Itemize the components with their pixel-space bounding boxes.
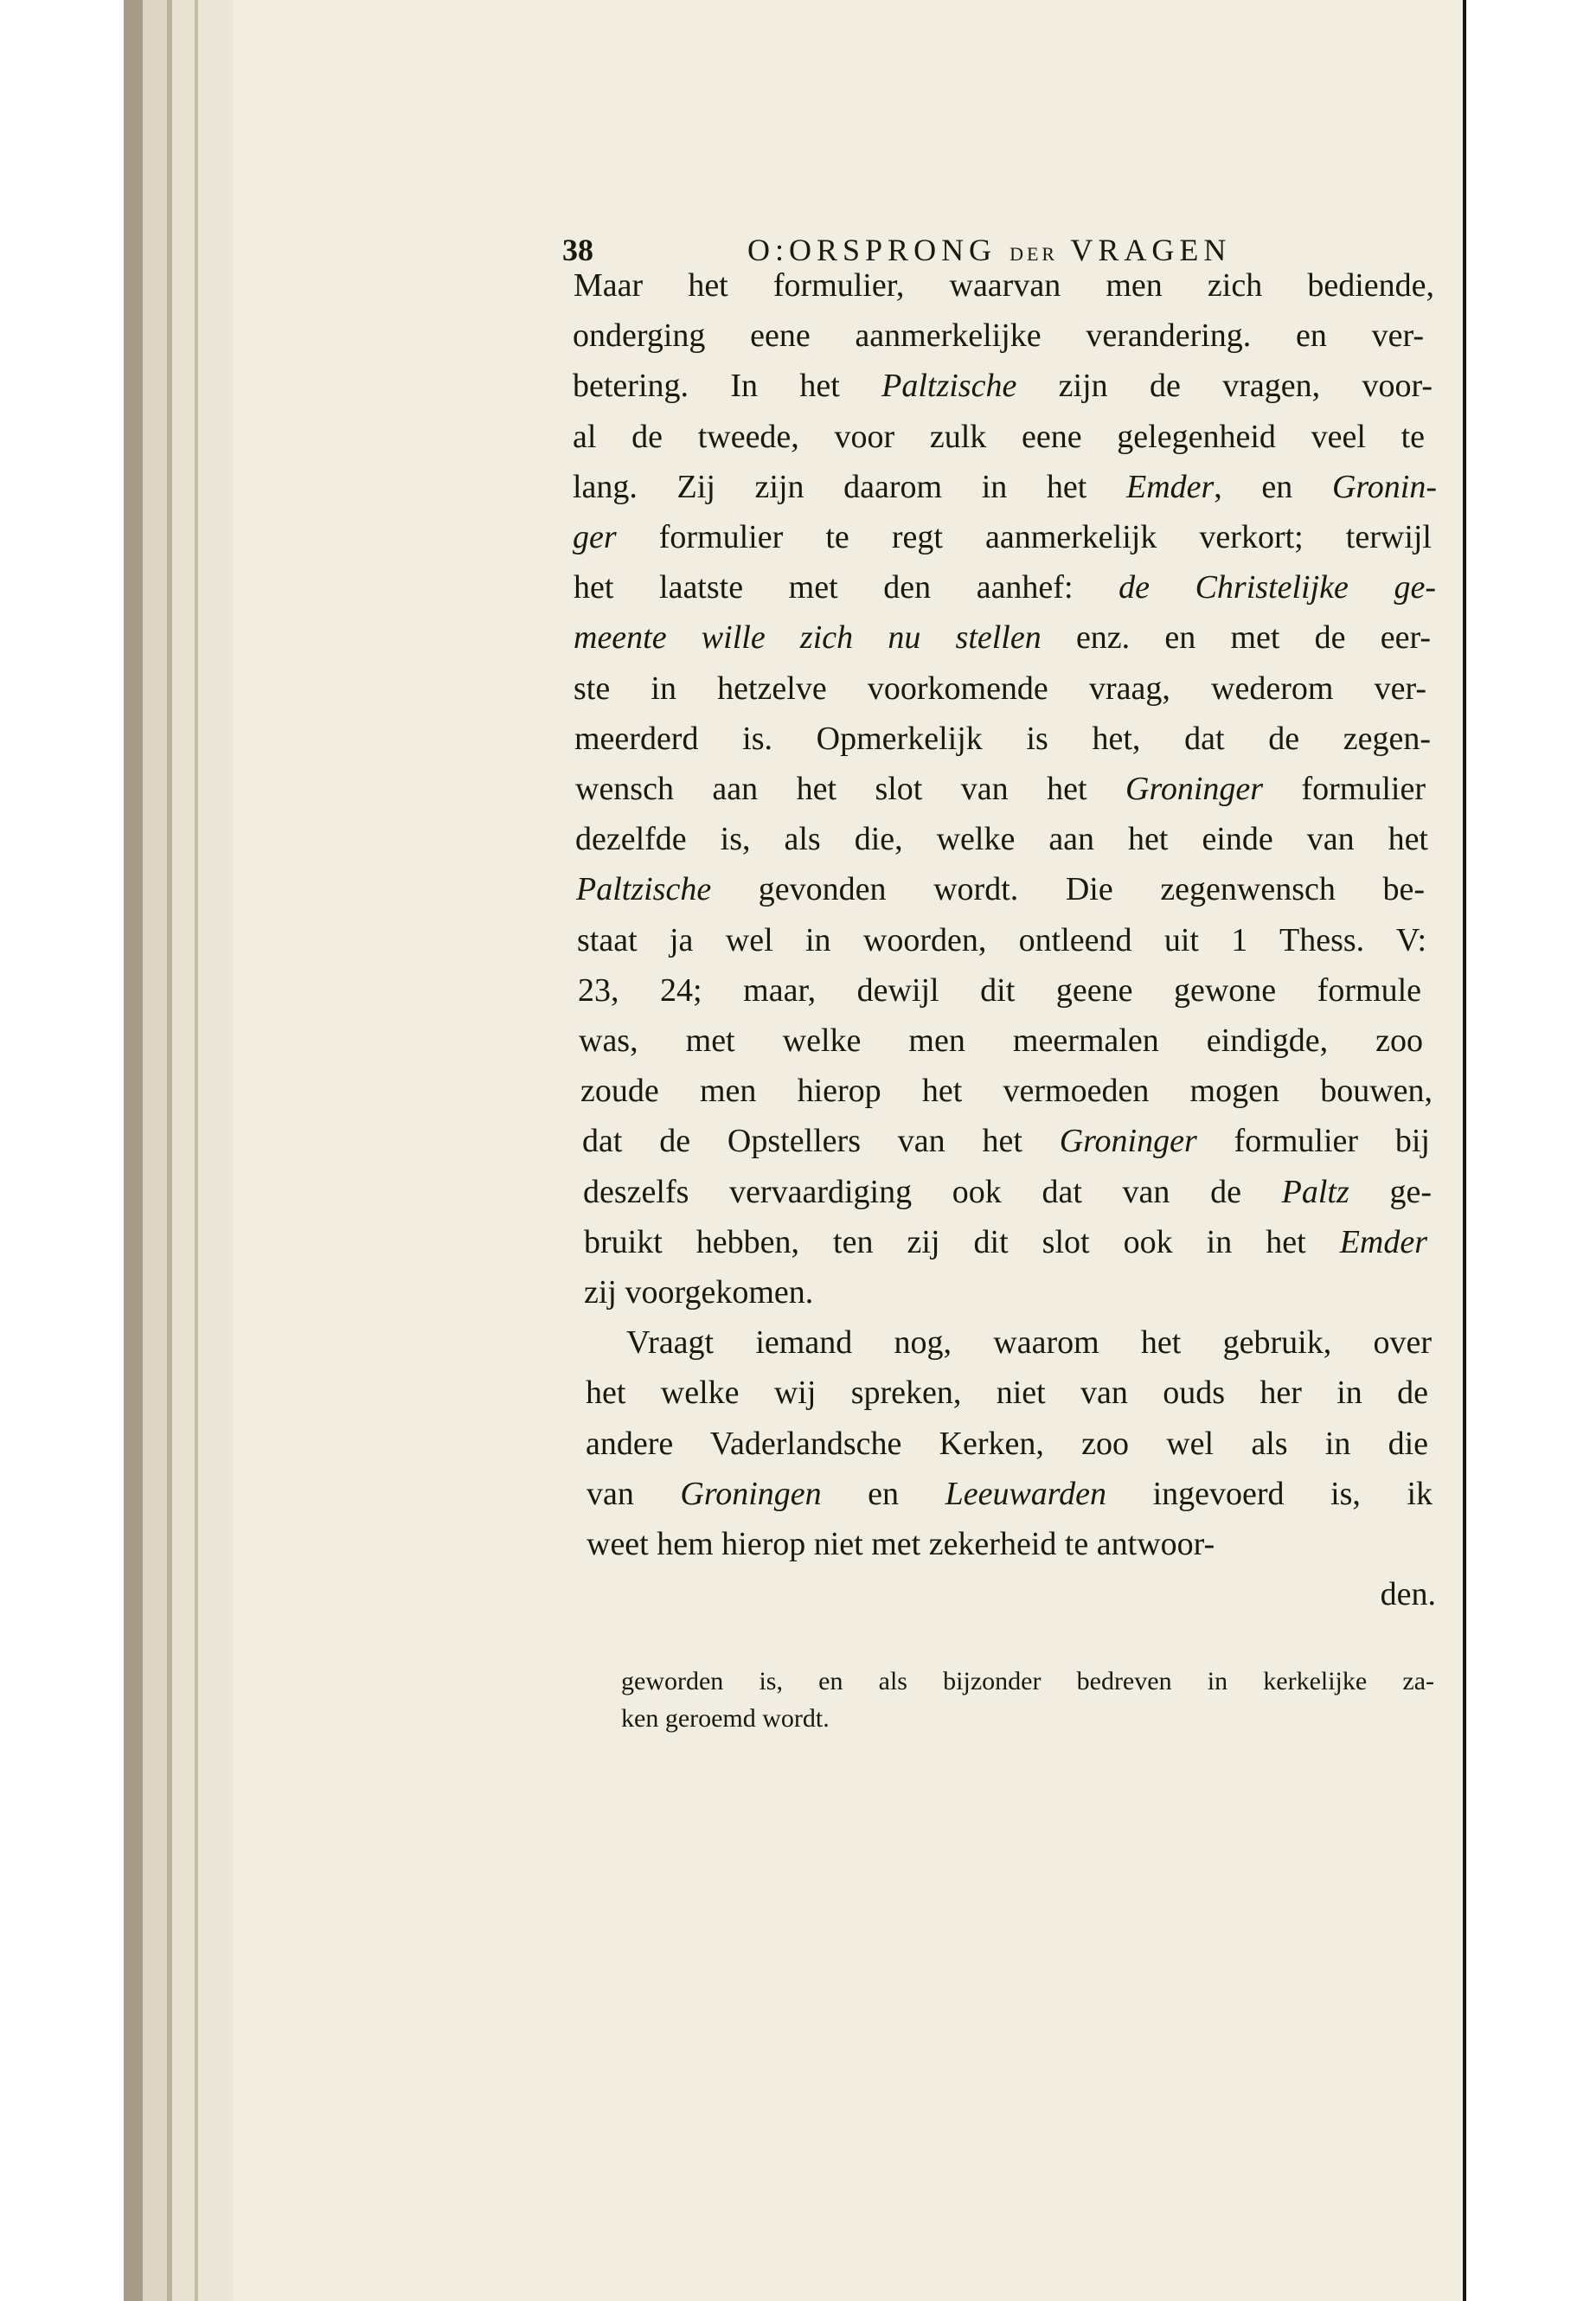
text-segment: ingevoerd is, ik bbox=[1106, 1476, 1433, 1512]
text-line bbox=[1381, 1574, 1436, 1615]
italic-segment: Paltzische bbox=[881, 368, 1017, 404]
text-segment: deszelfs vervaardiging ook dat van de bbox=[583, 1174, 1282, 1210]
text-line bbox=[583, 1171, 1432, 1213]
italic-segment: Groninger bbox=[1059, 1123, 1197, 1159]
italic-segment: de Christelijke ge- bbox=[1118, 569, 1436, 606]
text-line bbox=[577, 920, 1426, 961]
text-segment: ge- bbox=[1349, 1174, 1432, 1210]
text-segment: formulier bbox=[1263, 771, 1426, 807]
text-segment: meerderd is. Opmerkelijk is het, dat de zegen- bbox=[574, 721, 1431, 757]
italic-segment: Leeuwarden bbox=[945, 1476, 1107, 1512]
italic-segment: Emder bbox=[1339, 1224, 1427, 1260]
text-segment: en bbox=[821, 1476, 945, 1512]
text-line bbox=[573, 315, 1424, 356]
text-segment: den. bbox=[1380, 1576, 1436, 1612]
italic-segment: Paltz bbox=[1281, 1174, 1349, 1210]
text-segment: gevonden wordt. Die zegenwensch be- bbox=[711, 871, 1425, 907]
text-segment: betering. In het bbox=[573, 368, 882, 404]
running-title-right: VRAGEN bbox=[1070, 233, 1232, 267]
italic-segment: ger bbox=[573, 519, 617, 555]
text-segment: zijn de vragen, voor- bbox=[1016, 368, 1433, 404]
footnote-line bbox=[621, 1664, 1434, 1699]
page-number: 38 bbox=[562, 233, 593, 267]
text-segment: onderging eene aanmerkelijke verandering. en ver- bbox=[573, 317, 1424, 354]
text-segment: ken geroemd wordt. bbox=[621, 1704, 830, 1733]
text-line bbox=[586, 1523, 1215, 1565]
text-line bbox=[584, 1272, 813, 1313]
text-segment: Maar het formulier, waarvan men zich bediende, bbox=[574, 267, 1434, 304]
text-segment: Vraagt iemand nog, waarom het gebruik, over bbox=[626, 1324, 1432, 1361]
italic-segment: Paltzische bbox=[576, 871, 712, 907]
text-line bbox=[573, 516, 1432, 558]
text-segment: formulier te regt aanmerkelijk verkort; terwijl bbox=[616, 519, 1432, 555]
text-segment: 23, 24; maar, dewijl dit geene gewone formule bbox=[578, 972, 1421, 1009]
text-segment: was, met welke men meermalen eindigde, zoo bbox=[579, 1022, 1423, 1059]
italic-segment: Groningen bbox=[680, 1476, 822, 1512]
italic-segment: meente wille zich nu stellen bbox=[574, 619, 1042, 656]
text-segment: dezelfde is, als die, welke aan het einde van het bbox=[575, 821, 1428, 857]
running-title-left: O:ORSPRONG bbox=[747, 233, 997, 267]
text-segment: al de tweede, voor zulk eene gelegenheid veel te bbox=[573, 419, 1425, 455]
text-line bbox=[574, 265, 1434, 306]
text-line bbox=[586, 1423, 1428, 1465]
text-segment: ste in hetzelve voorkomende vraag, wederom ver- bbox=[574, 670, 1426, 707]
text-line bbox=[573, 365, 1433, 407]
text-line bbox=[578, 970, 1421, 1011]
text-segment: het laatste met den aanhef: bbox=[574, 569, 1119, 606]
italic-segment: Groninger bbox=[1125, 771, 1264, 807]
italic-segment: Gronin- bbox=[1331, 469, 1437, 505]
text-line bbox=[573, 416, 1425, 458]
text-segment: wensch aan het slot van het bbox=[575, 771, 1125, 807]
text-segment: geworden is, en als bijzonder bedreven in kerkelijke za- bbox=[621, 1667, 1434, 1695]
text-segment: dat de Opstellers van het bbox=[582, 1123, 1060, 1159]
text-line bbox=[574, 567, 1436, 608]
text-line bbox=[586, 1372, 1428, 1413]
text-segment: formulier bij bbox=[1196, 1123, 1430, 1159]
text-segment: , en bbox=[1214, 469, 1332, 505]
page-scan bbox=[124, 0, 1466, 2301]
book-page bbox=[124, 0, 1466, 2301]
text-segment: enz. en met de eer- bbox=[1041, 619, 1432, 656]
running-title-small: DER bbox=[1010, 243, 1059, 265]
text-line bbox=[574, 617, 1431, 658]
text-line bbox=[626, 1322, 1432, 1363]
text-segment: bruikt hebben, ten zij dit slot ook in het bbox=[584, 1224, 1340, 1260]
text-line bbox=[574, 668, 1426, 709]
text-segment: andere Vaderlandsche Kerken, zoo wel als in die bbox=[586, 1426, 1428, 1462]
text-line bbox=[576, 868, 1425, 910]
text-segment: zij voorgekomen. bbox=[584, 1274, 814, 1311]
text-line bbox=[579, 1020, 1423, 1061]
text-line bbox=[580, 1070, 1433, 1112]
text-line bbox=[582, 1120, 1430, 1162]
text-line bbox=[586, 1473, 1433, 1515]
text-line bbox=[575, 818, 1428, 860]
text-segment: staat ja wel in woorden, ontleend uit 1 Thess. V: bbox=[577, 922, 1426, 958]
text-segment: het welke wij spreken, niet van ouds her in de bbox=[586, 1375, 1428, 1411]
text-segment: van bbox=[586, 1476, 681, 1512]
text-line bbox=[575, 768, 1426, 810]
text-segment: lang. Zij zijn daarom in het bbox=[573, 469, 1126, 505]
text-segment: zoude men hierop het vermoeden mogen bouwen, bbox=[580, 1073, 1433, 1109]
text-line bbox=[573, 466, 1437, 508]
text-segment: weet hem hierop niet met zekerheid te antwoor- bbox=[586, 1526, 1215, 1562]
footnote-line bbox=[621, 1702, 830, 1736]
text-line bbox=[584, 1221, 1427, 1263]
italic-segment: Emder bbox=[1125, 469, 1215, 505]
text-line bbox=[574, 718, 1431, 760]
